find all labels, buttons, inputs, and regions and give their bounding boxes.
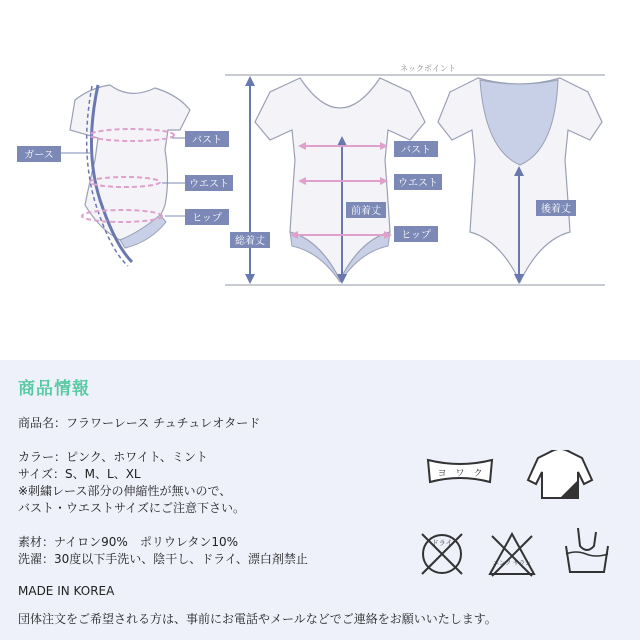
product-name: 商品名：フラワーレース チュチュレオタード <box>18 416 261 430</box>
product-washing: 洗濯：30度以下手洗い、陰干し、ドライ、漂白剤禁止 <box>18 552 308 566</box>
waist-label-side: ウエスト <box>189 179 229 190</box>
made-in-label: MADE IN KOREA <box>18 584 115 598</box>
flat-dry-icon <box>428 460 492 482</box>
bust-label-front: バスト <box>401 145 431 156</box>
no-bleach-label: エンソ サラシ <box>493 560 531 567</box>
total-length-arrow <box>245 76 255 284</box>
no-bleach-icon <box>490 534 534 576</box>
size-note-line2: バスト・ウエストサイズにご注意下さい。 <box>18 501 246 515</box>
neck-point-label: ネックポイント <box>400 64 456 73</box>
size-note-line1: ※刺繍レース部分の伸縮性が無いので、 <box>18 484 232 498</box>
product-size: サイズ：S、M、L、XL <box>18 467 141 481</box>
front-length-label: 前着丈 <box>351 206 381 217</box>
product-material: 素材：ナイロン90% ポリウレタン10% <box>18 535 239 549</box>
product-info-panel <box>0 360 640 640</box>
product-info-title: 商品情報 <box>18 379 90 399</box>
hip-label-side: ヒップ <box>192 213 222 224</box>
leotard-back-view <box>438 78 602 284</box>
no-dry-clean-label: ドライ <box>431 539 453 547</box>
leotard-side-view <box>60 85 190 266</box>
bust-label-side: バスト <box>192 135 222 146</box>
product-color: カラー：ピンク、ホワイト、ミント <box>18 450 208 464</box>
group-order-note: 団体注文をご希望される方は、事前にお電話やメールなどでご連絡をお願いいたします。 <box>18 612 497 626</box>
shade-dry-icon <box>528 450 592 498</box>
flat-dry-label: ヨ ワ ク <box>437 469 483 479</box>
no-dry-clean-icon <box>422 534 462 574</box>
hand-wash-icon <box>566 528 608 572</box>
hip-label-front: ヒップ <box>401 230 431 241</box>
care-icons <box>420 450 620 600</box>
waist-label-front: ウエスト <box>398 178 438 189</box>
girth-label: ガース <box>24 150 54 161</box>
back-length-label: 後着丈 <box>541 204 571 215</box>
total-length-label: 総着丈 <box>235 236 265 247</box>
